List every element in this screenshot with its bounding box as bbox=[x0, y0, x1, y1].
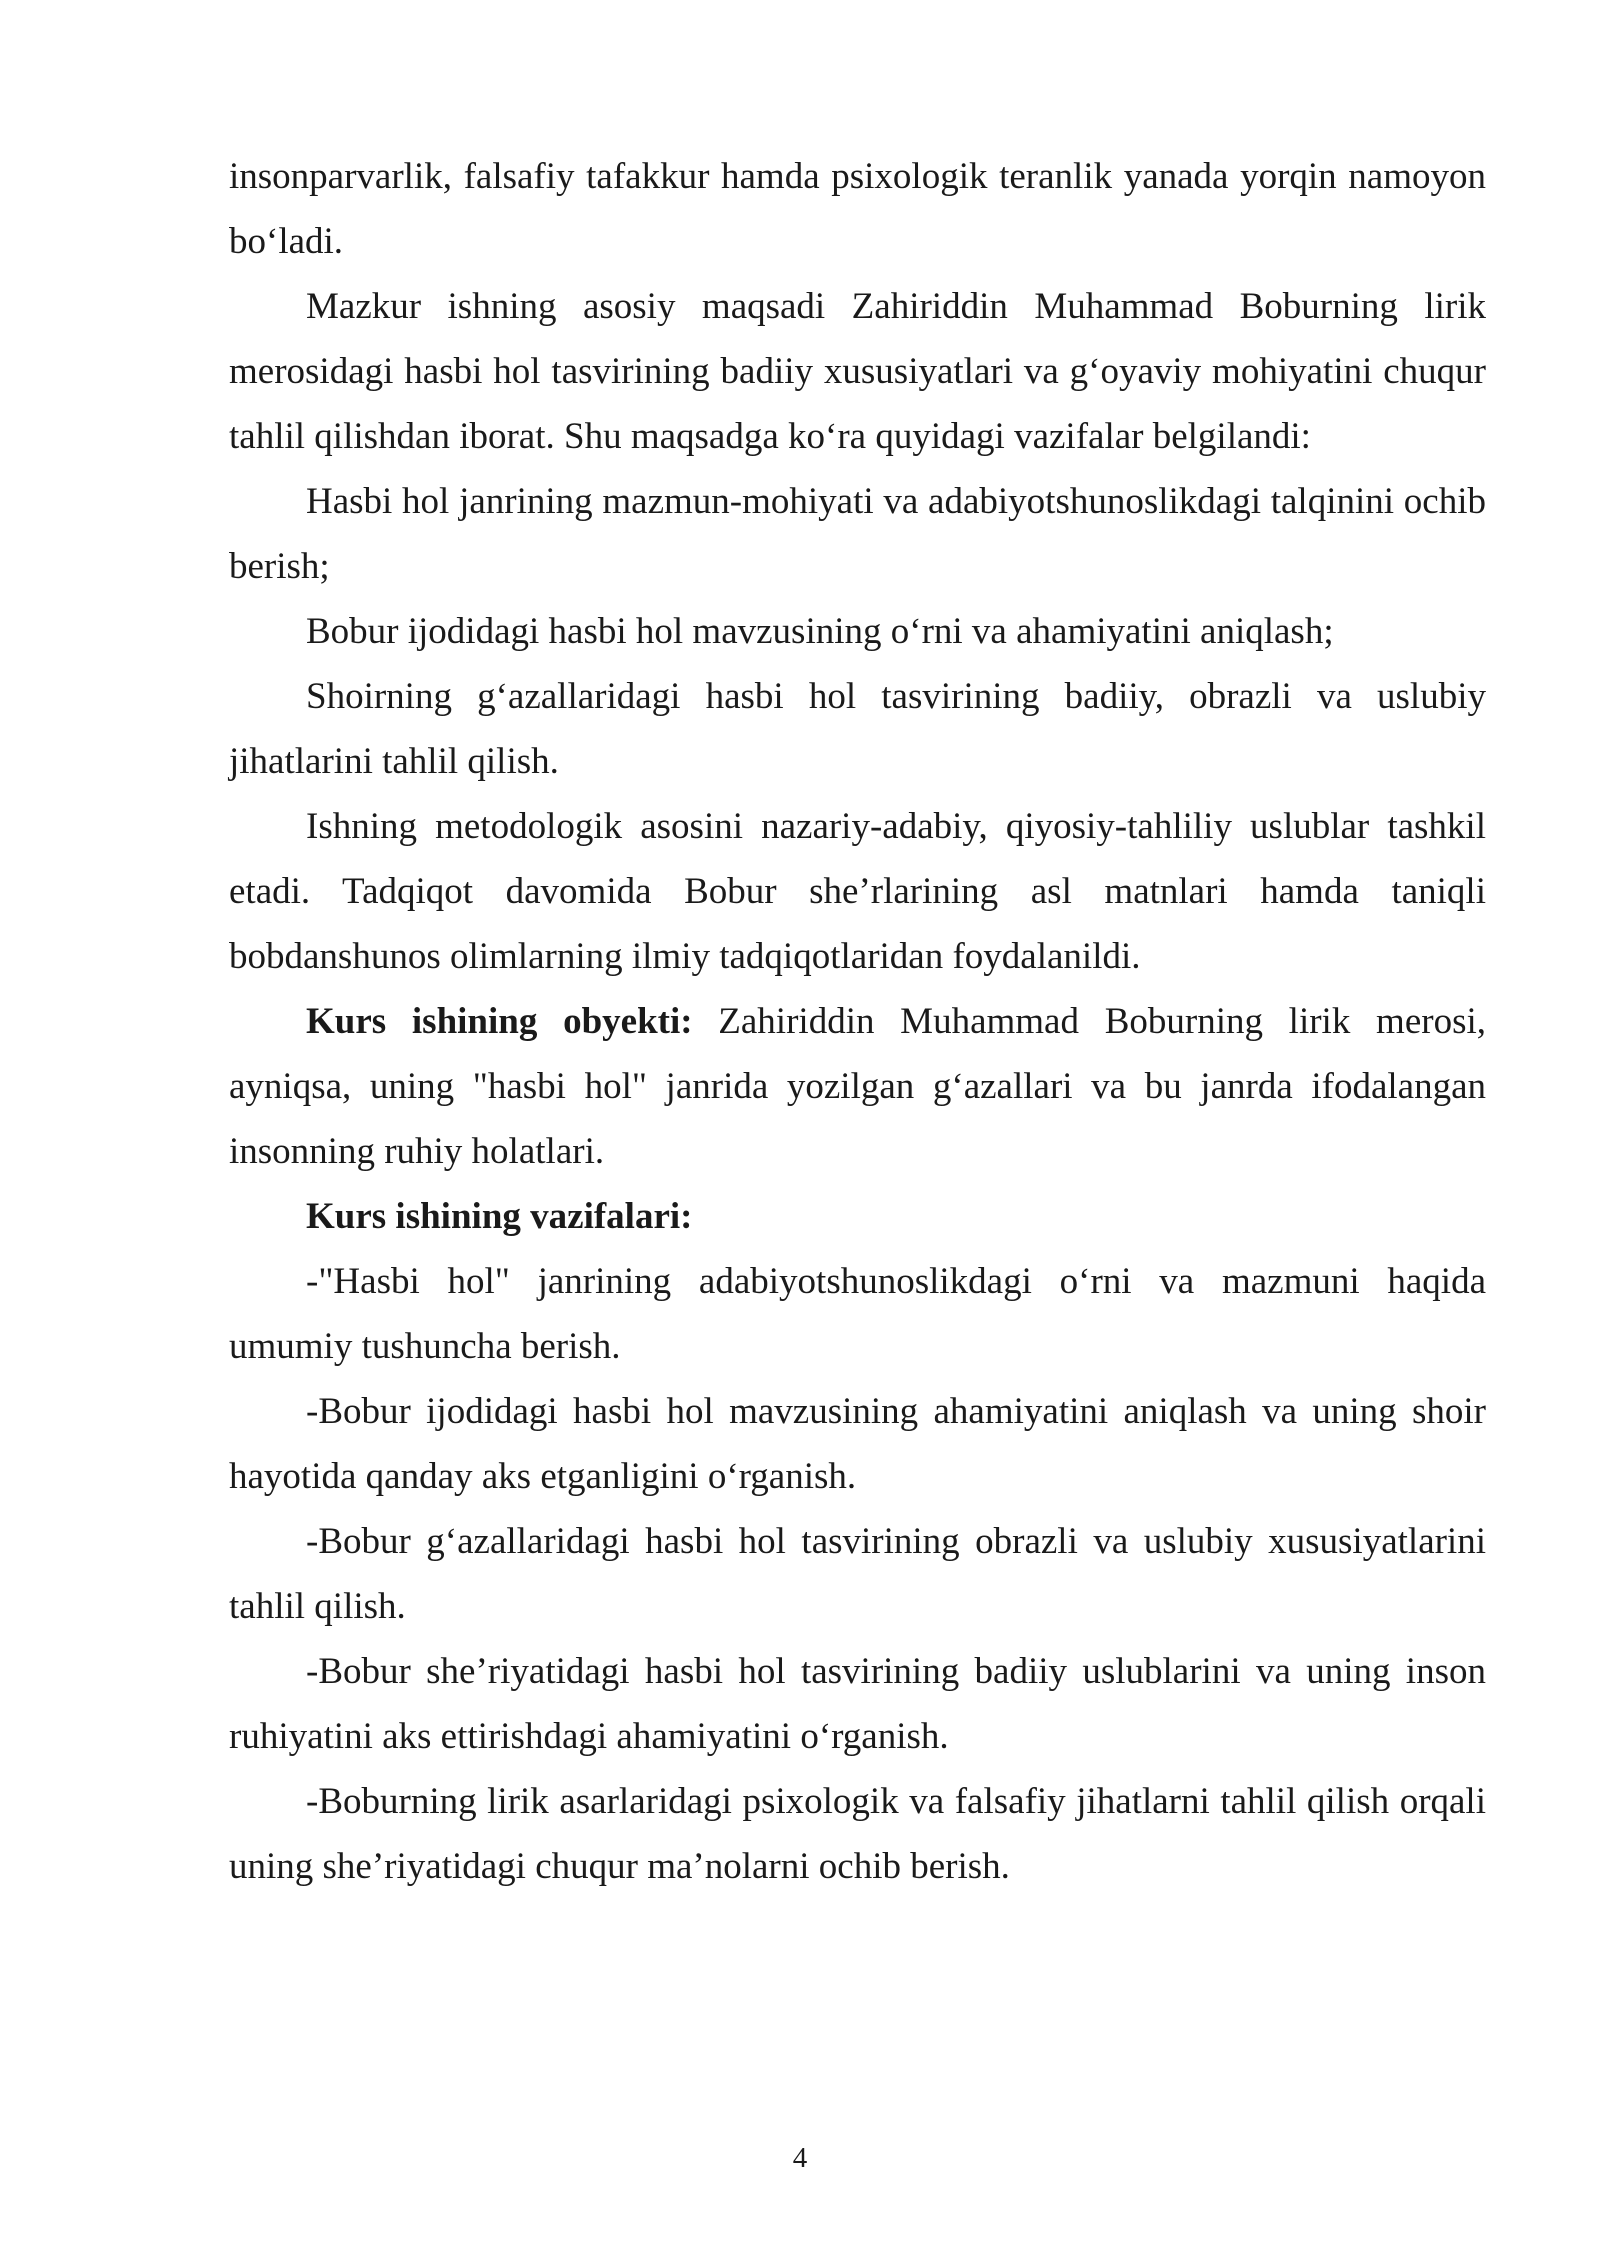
page-number: 4 bbox=[792, 2142, 808, 2174]
paragraph-goal: Mazkur ishning asosiy maqsadi Zahiriddin Muhammad Boburning lirik merosidagi hasbi hol tasvirining badiiy xususiyatlari va g‘oyaviy mohiyatini chuqur tahlil qilishdan iborat. Shu maqsadga ko‘ra quyidagi vazifalar belgilandi: bbox=[229, 286, 1486, 457]
task-item: -Bobur g‘azallaridagi hasbi hol tasvirining obrazli va uslubiy xususiyatlarini tahlil qilish. bbox=[229, 1521, 1486, 1627]
task-item: -Bobur she’riyatidagi hasbi hol tasvirining badiiy uslublarini va uning inson ruhiyatini aks ettirishdagi ahamiyatini o‘rganish. bbox=[229, 1651, 1486, 1757]
paragraph-task-analysis: Shoirning g‘azallaridagi hasbi hol tasvirining badiiy, obrazli va uslubiy jihatlarini tahlil qilish. bbox=[229, 676, 1486, 782]
object-lead-label: Kurs ishining obyekti: bbox=[306, 1001, 693, 1042]
task-item: -Bobur ijodidagi hasbi hol mavzusining ahamiyatini aniqlash va uning shoir hayotida qanday aks etganligini o‘rganish. bbox=[229, 1391, 1486, 1497]
paragraph-task-genre: Hasbi hol janrining mazmun-mohiyati va adabiyotshunoslikdagi talqinini ochib berish; bbox=[229, 481, 1486, 587]
task-item: -"Hasbi hol" janrining adabiyotshunoslikdagi o‘rni va mazmuni haqida umumiy tushuncha berish. bbox=[229, 1261, 1486, 1367]
paragraph-intro-continuation: insonparvarlik, falsafiy tafakkur hamda psixologik teranlik yanada yorqin namoyon bo‘ladi. bbox=[229, 156, 1486, 262]
task-item: -Boburning lirik asarlaridagi psixologik va falsafiy jihatlarni tahlil qilish orqali uning she’riyatidagi chuqur ma’nolarni ochib berish. bbox=[229, 1781, 1486, 1887]
object-text: Zahiriddin Muhammad Boburning lirik merosi, ayniqsa, uning "hasbi hol" janrida yozilgan g‘azallari va bu janrda ifodalangan insonning ruhiy holatlari. bbox=[229, 1001, 1486, 1172]
paragraph-object bbox=[229, 989, 1486, 1184]
paragraph-methodology: Ishning metodologik asosini nazariy-adabiy, qiyosiy-tahliliy uslublar tashkil etadi. Tadqiqot davomida Bobur she’rlarining asl matnlari hamda taniqli bobdanshunos olimlarning ilmiy tadqiqotlaridan foydalanildi. bbox=[229, 806, 1486, 977]
document-body bbox=[229, 144, 1486, 1899]
tasks-heading: Kurs ishining vazifalari: bbox=[306, 1196, 693, 1237]
paragraph-task-theme: Bobur ijodidagi hasbi hol mavzusining o‘rni va ahamiyatini aniqlash; bbox=[306, 611, 1334, 652]
